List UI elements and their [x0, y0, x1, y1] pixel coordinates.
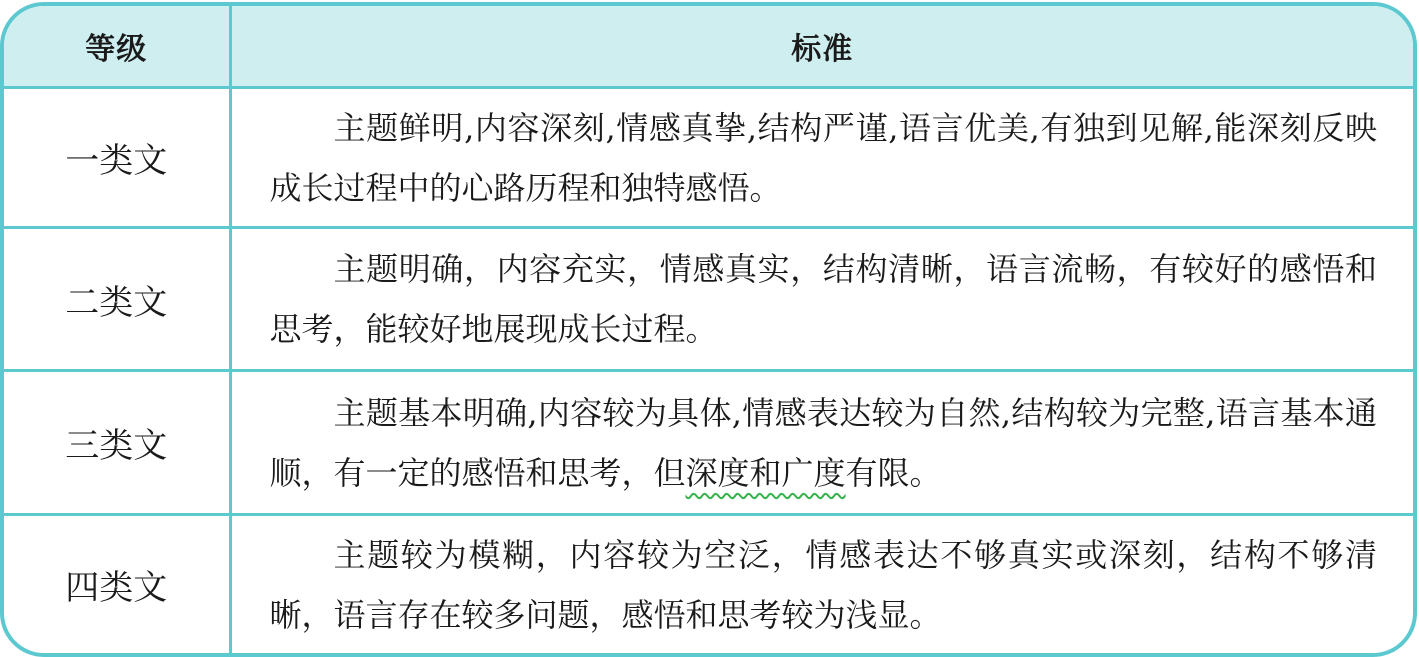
header-row [4, 6, 1413, 88]
table-row [4, 515, 1413, 654]
standard-text: 有限。 [845, 453, 942, 492]
table-row [4, 228, 1413, 371]
grade-cell: 一类文 [4, 88, 230, 228]
standard-cell: 主题鲜明,内容深刻,情感真挚,结构严谨,语言优美,有独到见解,能深刻反映成长过程中的心路历程和独特感悟。 [230, 88, 1413, 228]
table-row [4, 88, 1413, 228]
header-grade: 等级 [4, 6, 230, 88]
grade-cell: 二类文 [4, 228, 230, 371]
grading-standards-card [0, 2, 1417, 657]
grade-cell: 三类文 [4, 371, 230, 515]
wavy-underlined-text: 深度和广度 [685, 453, 846, 492]
grade-cell: 四类文 [4, 515, 230, 654]
header-standard: 标准 [230, 6, 1413, 88]
standard-text: 主题基本明确,内容较为具体,情感表达较为自然,结构较为完整,语言基本通顺，有一定的感悟和思考，但 [269, 393, 1377, 492]
standard-cell [230, 371, 1413, 515]
standard-cell: 主题明确，内容充实，情感真实，结构清晰，语言流畅，有较好的感悟和思考，能较好地展现成长过程。 [230, 228, 1413, 371]
grading-table [4, 6, 1413, 653]
table-row [4, 371, 1413, 515]
standard-cell: 主题较为模糊，内容较为空泛，情感表达不够真实或深刻，结构不够清晰，语言存在较多问题，感悟和思考较为浅显。 [269, 535, 1377, 634]
